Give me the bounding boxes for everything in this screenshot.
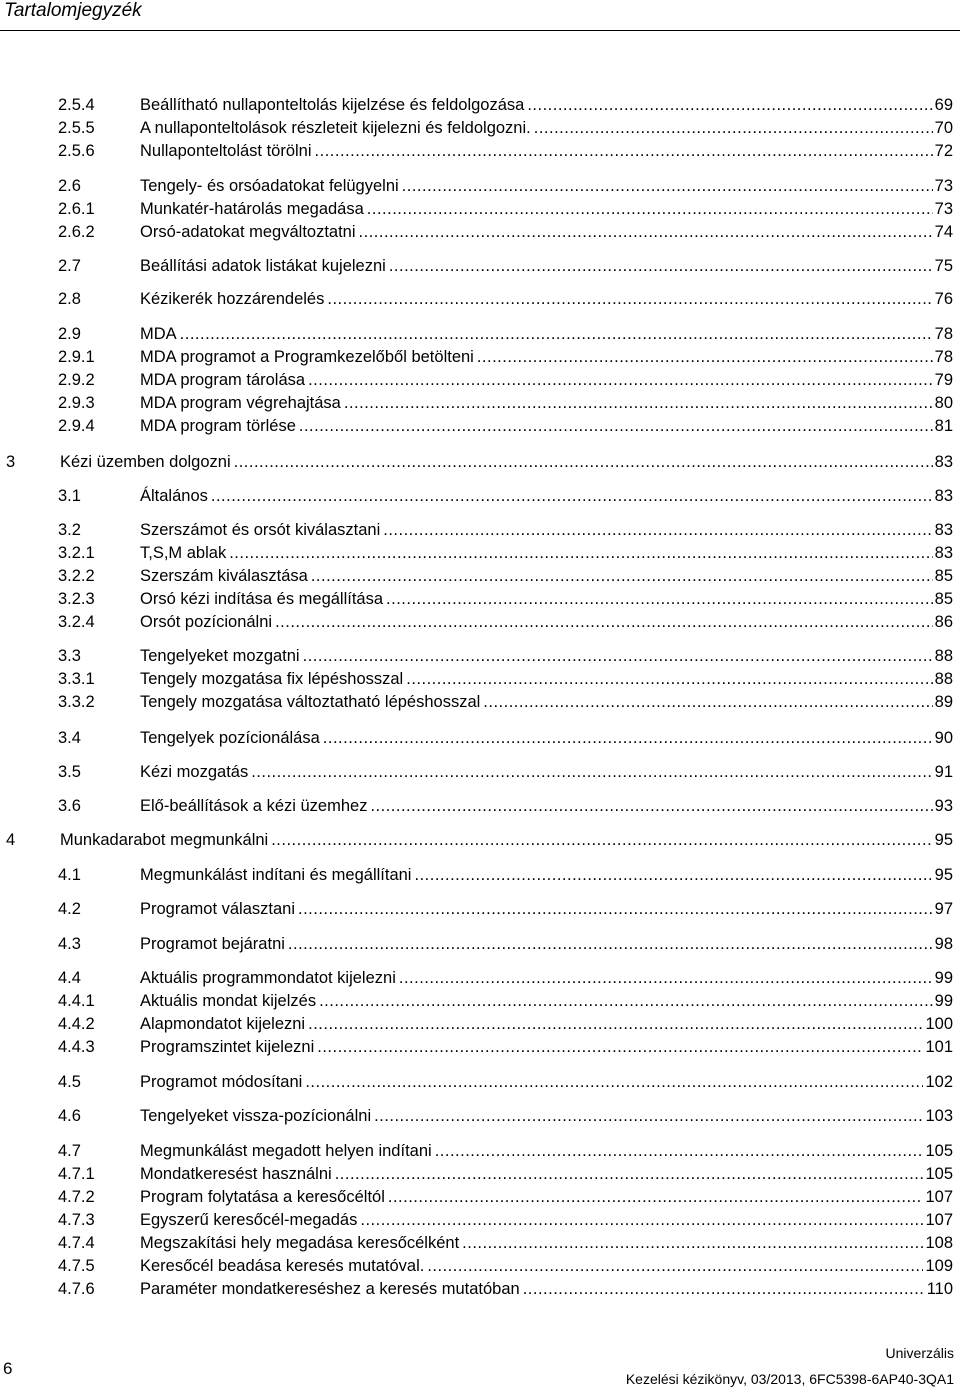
toc-entry-title: Szerszám kiválasztása bbox=[140, 567, 308, 585]
toc-dot-leader bbox=[234, 451, 933, 473]
toc-entry-page: 105 bbox=[925, 1165, 953, 1183]
toc-dot-leader bbox=[534, 117, 933, 139]
toc-entry-page: 97 bbox=[934, 900, 953, 918]
toc-entry-number: 4.4 bbox=[58, 969, 81, 987]
toc-dot-leader bbox=[335, 1163, 924, 1185]
toc-entry-page: 81 bbox=[934, 417, 953, 435]
toc-dot-leader bbox=[299, 415, 933, 437]
toc-entry[interactable] bbox=[58, 1105, 953, 1127]
toc-entry-number: 4.7.4 bbox=[58, 1234, 95, 1252]
toc-entry-page: 110 bbox=[926, 1280, 953, 1298]
toc-entry-title: Tengely- és orsóadatokat felügyelni bbox=[140, 177, 399, 195]
toc-entry[interactable] bbox=[58, 1186, 953, 1208]
toc-entry-number: 3.3 bbox=[58, 647, 81, 665]
toc-entry-page: 83 bbox=[934, 453, 953, 471]
toc-dot-leader bbox=[298, 898, 933, 920]
toc-entry-title: Program folytatása a keresőcéltól bbox=[140, 1188, 385, 1206]
toc-dot-leader bbox=[399, 967, 933, 989]
toc-entry-number: 4.4.1 bbox=[58, 992, 95, 1010]
toc-dot-leader bbox=[317, 1036, 923, 1058]
toc-entry-title: Megszakítási hely megadása keresőcélként bbox=[140, 1234, 460, 1252]
toc-entry-page: 101 bbox=[925, 1038, 953, 1056]
toc-entry-title: Tengelyek pozícionálása bbox=[140, 729, 320, 747]
toc-entry[interactable] bbox=[58, 392, 953, 414]
toc-entry-title: Alapmondatot kijelezni bbox=[140, 1015, 306, 1033]
toc-entry-title: Tengely mozgatása változtatható lépéshosszal bbox=[140, 693, 481, 711]
toc-entry-number: 4.7 bbox=[58, 1142, 81, 1160]
toc-entry-title: MDA programot a Programkezelőből betölteni bbox=[140, 348, 474, 366]
toc-entry-number: 3.6 bbox=[58, 797, 81, 815]
toc-entry-number: 4.7.5 bbox=[58, 1257, 95, 1275]
toc-entry-page: 95 bbox=[934, 831, 953, 849]
toc-entry-page: 107 bbox=[925, 1188, 953, 1206]
toc-entry-number: 3.2.1 bbox=[58, 544, 95, 562]
toc-entry-number: 2.8 bbox=[58, 290, 81, 308]
toc-entry-page: 74 bbox=[934, 223, 953, 241]
toc-dot-leader bbox=[211, 485, 933, 507]
toc-entry-number: 4.7.2 bbox=[58, 1188, 95, 1206]
toc-entry-page: 99 bbox=[934, 969, 953, 987]
toc-dot-leader bbox=[414, 864, 932, 886]
toc-entry-page: 85 bbox=[934, 567, 953, 585]
toc-dot-leader bbox=[483, 691, 932, 713]
toc-dot-leader bbox=[406, 668, 932, 690]
toc-entry-number: 3.2.4 bbox=[58, 613, 95, 631]
toc-entry-title: Általános bbox=[140, 487, 208, 505]
toc-entry[interactable] bbox=[58, 1255, 953, 1277]
toc-entry-title: Mondatkeresést használni bbox=[140, 1165, 332, 1183]
toc-entry-title: Megmunkálást indítani és megállítani bbox=[140, 866, 412, 884]
toc-entry-page: 103 bbox=[925, 1107, 953, 1125]
toc-entry-page: 102 bbox=[925, 1073, 953, 1091]
toc-entry-number: 3.4 bbox=[58, 729, 81, 747]
toc-entry[interactable] bbox=[58, 565, 953, 587]
toc-dot-leader bbox=[383, 519, 932, 541]
toc-entry-page: 91 bbox=[934, 763, 953, 781]
toc-entry-number: 3.2.2 bbox=[58, 567, 95, 585]
toc-entry-number: 2.5.4 bbox=[58, 96, 95, 114]
toc-dot-leader bbox=[374, 1105, 923, 1127]
toc-entry-title: Megmunkálást megadott helyen indítani bbox=[140, 1142, 432, 1160]
toc-entry-title: Tengelyeket mozgatni bbox=[140, 647, 300, 665]
toc-entry-number: 2.6.2 bbox=[58, 223, 95, 241]
toc-entry-title: Programszintet kijelezni bbox=[140, 1038, 315, 1056]
toc-entry-page: 107 bbox=[925, 1211, 953, 1229]
toc-entry-number: 2.9.1 bbox=[58, 348, 95, 366]
toc-entry-title: Beállítási adatok listákat kujelezni bbox=[140, 257, 386, 275]
toc-dot-leader bbox=[523, 1278, 925, 1300]
toc-entry-number: 4.4.2 bbox=[58, 1015, 95, 1033]
toc-dot-leader bbox=[315, 140, 933, 162]
toc-entry[interactable] bbox=[58, 645, 953, 667]
toc-entry-page: 88 bbox=[934, 670, 953, 688]
toc-entry[interactable] bbox=[58, 542, 953, 564]
page-header-title: Tartalomjegyzék bbox=[4, 0, 142, 21]
toc-entry[interactable] bbox=[6, 829, 953, 851]
toc-entry-title: MDA program tárolása bbox=[140, 371, 306, 389]
toc-entry-page: 85 bbox=[934, 590, 953, 608]
toc-entry-title: Keresőcél beadása keresés mutatóval. bbox=[140, 1257, 425, 1275]
toc-entry[interactable] bbox=[58, 898, 953, 920]
toc-entry[interactable] bbox=[58, 346, 953, 368]
toc-entry-title: Tengelyeket vissza-pozícionálni bbox=[140, 1107, 372, 1125]
toc-entry-page: 73 bbox=[934, 177, 953, 195]
toc-entry-number: 2.9.2 bbox=[58, 371, 95, 389]
toc-entry-number: 2.9 bbox=[58, 325, 81, 343]
toc-entry-title: Orsó-adatokat megváltoztatni bbox=[140, 223, 356, 241]
toc-entry-number: 2.6 bbox=[58, 177, 81, 195]
header-rule bbox=[0, 30, 960, 31]
toc-entry-page: 98 bbox=[934, 935, 953, 953]
toc-dot-leader bbox=[311, 565, 933, 587]
toc-entry-number: 2.5.5 bbox=[58, 119, 95, 137]
toc-entry[interactable] bbox=[58, 1209, 953, 1231]
toc-dot-leader bbox=[386, 588, 933, 610]
toc-entry[interactable] bbox=[58, 198, 953, 220]
toc-entry-page: 83 bbox=[934, 521, 953, 539]
toc-dot-leader bbox=[308, 1013, 923, 1035]
toc-entry[interactable] bbox=[58, 1140, 953, 1162]
toc-dot-leader bbox=[477, 346, 933, 368]
toc-dot-leader bbox=[275, 611, 933, 633]
toc-entry-number: 3.3.2 bbox=[58, 693, 95, 711]
toc-entry-number: 4.1 bbox=[58, 866, 81, 884]
toc-entry-title: Programot módosítani bbox=[140, 1073, 303, 1091]
toc-entry-page: 89 bbox=[934, 693, 953, 711]
toc-entry[interactable] bbox=[58, 990, 953, 1012]
toc-entry-number: 3.1 bbox=[58, 487, 81, 505]
toc-entry-title: Orsót pozícionálni bbox=[140, 613, 273, 631]
toc-entry[interactable] bbox=[58, 611, 953, 633]
toc-dot-leader bbox=[251, 761, 932, 783]
toc-entry-page: 86 bbox=[934, 613, 953, 631]
toc-entry[interactable] bbox=[58, 221, 953, 243]
toc-entry-number: 3.5 bbox=[58, 763, 81, 781]
toc-entry[interactable] bbox=[58, 1013, 953, 1035]
toc-entry-title: Elő-beállítások a kézi üzemhez bbox=[140, 797, 368, 815]
toc-entry-title: Orsó kézi indítása és megállítása bbox=[140, 590, 384, 608]
toc-entry-page: 76 bbox=[934, 290, 953, 308]
toc-entry-number: 3.3.1 bbox=[58, 670, 95, 688]
toc-entry-page: 93 bbox=[934, 797, 953, 815]
toc-entry-page: 73 bbox=[934, 200, 953, 218]
toc-dot-leader bbox=[388, 1186, 924, 1208]
toc-entry-title: Nullaponteltolást törölni bbox=[140, 142, 312, 160]
toc-entry-title: Egyszerű keresőcél-megadás bbox=[140, 1211, 358, 1229]
toc-dot-leader bbox=[344, 392, 933, 414]
footer-page-number: 6 bbox=[3, 1359, 13, 1378]
footer-document-id: Kezelési kézikönyv, 03/2013, 6FC5398-6AP40-3QA1 bbox=[625, 1371, 954, 1387]
toc-entry-number: 4.5 bbox=[58, 1073, 81, 1091]
toc-dot-leader bbox=[319, 990, 933, 1012]
toc-dot-leader bbox=[370, 795, 932, 817]
toc-entry-number: 3.2.3 bbox=[58, 590, 95, 608]
toc-entry[interactable] bbox=[58, 1278, 953, 1300]
toc-entry-number: 2.9.4 bbox=[58, 417, 95, 435]
toc-dot-leader bbox=[427, 1255, 923, 1277]
toc-entry-number: 4.6 bbox=[58, 1107, 81, 1125]
toc-entry-page: 88 bbox=[934, 647, 953, 665]
toc-entry-page: 72 bbox=[934, 142, 953, 160]
toc-entry[interactable] bbox=[58, 761, 953, 783]
toc-entry-page: 70 bbox=[934, 119, 953, 137]
toc-entry-title: Kézi mozgatás bbox=[140, 763, 249, 781]
toc-dot-leader bbox=[359, 221, 933, 243]
toc-entry-page: 83 bbox=[934, 544, 953, 562]
toc-entry-title: Aktuális programmondatot kijelezni bbox=[140, 969, 396, 987]
toc-entry-page: 79 bbox=[934, 371, 953, 389]
toc-entry[interactable] bbox=[58, 415, 953, 437]
toc-entry-title: Szerszámot és orsót kiválasztani bbox=[140, 521, 381, 539]
toc-entry-number: 3 bbox=[6, 453, 16, 471]
toc-entry-number: 4.7.6 bbox=[58, 1280, 95, 1298]
toc-entry-title: A nullaponteltolások részleteit kijelezni és feldolgozni. bbox=[140, 119, 531, 137]
toc-entry-page: 105 bbox=[925, 1142, 953, 1160]
toc-entry[interactable] bbox=[58, 519, 953, 541]
toc-entry[interactable] bbox=[58, 933, 953, 955]
toc-entry[interactable] bbox=[58, 1036, 953, 1058]
toc-entry-number: 2.5.6 bbox=[58, 142, 95, 160]
toc-entry-number: 4.2 bbox=[58, 900, 81, 918]
toc-entry-title: Munkadarabot megmunkálni bbox=[60, 831, 269, 849]
toc-entry[interactable] bbox=[58, 967, 953, 989]
toc-entry-page: 75 bbox=[934, 257, 953, 275]
toc-entry-page: 78 bbox=[934, 348, 953, 366]
toc-dot-leader bbox=[527, 94, 932, 116]
toc-entry[interactable] bbox=[58, 485, 953, 507]
toc-entry-number: 2.6.1 bbox=[58, 200, 95, 218]
toc-entry[interactable] bbox=[58, 1232, 953, 1254]
toc-dot-leader bbox=[305, 1071, 923, 1093]
toc-entry-number: 4.7.3 bbox=[58, 1211, 95, 1229]
toc-entry[interactable] bbox=[58, 255, 953, 277]
toc-entry[interactable] bbox=[58, 288, 953, 310]
toc-dot-leader bbox=[360, 1209, 923, 1231]
toc-entry-page: 100 bbox=[925, 1015, 953, 1033]
toc-entry-page: 99 bbox=[934, 992, 953, 1010]
toc-entry-number: 4.4.3 bbox=[58, 1038, 95, 1056]
toc-entry-title: Beállítható nullaponteltolás kijelzése és feldolgozása bbox=[140, 96, 525, 114]
toc-dot-leader bbox=[389, 255, 933, 277]
toc-dot-leader bbox=[327, 288, 932, 310]
toc-entry-page: 69 bbox=[934, 96, 953, 114]
toc-entry-page: 83 bbox=[934, 487, 953, 505]
toc-entry-page: 95 bbox=[934, 866, 953, 884]
toc-dot-leader bbox=[435, 1140, 924, 1162]
toc-entry-page: 90 bbox=[934, 729, 953, 747]
toc-entry-number: 4.3 bbox=[58, 935, 81, 953]
toc-entry-title: Programot bejáratni bbox=[140, 935, 285, 953]
toc-entry-page: 108 bbox=[925, 1234, 953, 1252]
toc-entry[interactable] bbox=[58, 691, 953, 713]
toc-entry[interactable] bbox=[58, 1163, 953, 1185]
toc-entry[interactable] bbox=[58, 727, 953, 749]
toc-entry-page: 78 bbox=[934, 325, 953, 343]
toc-entry-number: 4.7.1 bbox=[58, 1165, 95, 1183]
toc-entry[interactable] bbox=[58, 795, 953, 817]
toc-dot-leader bbox=[323, 727, 933, 749]
toc-entry[interactable] bbox=[58, 140, 953, 162]
toc-entry[interactable] bbox=[58, 668, 953, 690]
toc-entry[interactable] bbox=[58, 117, 953, 139]
toc-entry[interactable] bbox=[58, 588, 953, 610]
toc-dot-leader bbox=[303, 645, 933, 667]
toc-entry[interactable] bbox=[6, 451, 953, 473]
toc-entry-page: 80 bbox=[934, 394, 953, 412]
toc-entry-number: 2.7 bbox=[58, 257, 81, 275]
toc-entry-page: 109 bbox=[925, 1257, 953, 1275]
toc-entry[interactable] bbox=[58, 94, 953, 116]
toc-entry-title: Kézi üzemben dolgozni bbox=[60, 453, 231, 471]
toc-entry-title: Aktuális mondat kijelzés bbox=[140, 992, 317, 1010]
footer-brand: Univerzális bbox=[885, 1345, 954, 1361]
toc-dot-leader bbox=[367, 198, 933, 220]
toc-dot-leader bbox=[180, 323, 933, 345]
toc-dot-leader bbox=[402, 175, 933, 197]
toc-entry-title: Munkatér-határolás megadása bbox=[140, 200, 364, 218]
toc-dot-leader bbox=[229, 542, 932, 564]
toc-entry-number: 3.2 bbox=[58, 521, 81, 539]
toc-entry-title: Paraméter mondatkereséshez a keresés mutatóban bbox=[140, 1280, 520, 1298]
toc-entry[interactable] bbox=[58, 369, 953, 391]
toc-dot-leader bbox=[308, 369, 933, 391]
toc-entry-title: MDA bbox=[140, 325, 177, 343]
toc-entry[interactable] bbox=[58, 864, 953, 886]
toc-dot-leader bbox=[462, 1232, 923, 1254]
toc-dot-leader bbox=[288, 933, 933, 955]
toc-entry[interactable] bbox=[58, 175, 953, 197]
toc-entry-number: 4 bbox=[6, 831, 16, 849]
toc-entry-title: MDA program törlése bbox=[140, 417, 296, 435]
toc-entry-title: Tengely mozgatása fix lépéshosszal bbox=[140, 670, 404, 688]
toc-entry-number: 2.9.3 bbox=[58, 394, 95, 412]
toc-dot-leader bbox=[271, 829, 932, 851]
toc-entry-title: MDA program végrehajtása bbox=[140, 394, 341, 412]
toc-entry-title: Programot választani bbox=[140, 900, 295, 918]
toc-entry[interactable] bbox=[58, 1071, 953, 1093]
toc-entry[interactable] bbox=[58, 323, 953, 345]
toc-entry-title: T,S,M ablak bbox=[140, 544, 227, 562]
toc-entry-title: Kézikerék hozzárendelés bbox=[140, 290, 325, 308]
